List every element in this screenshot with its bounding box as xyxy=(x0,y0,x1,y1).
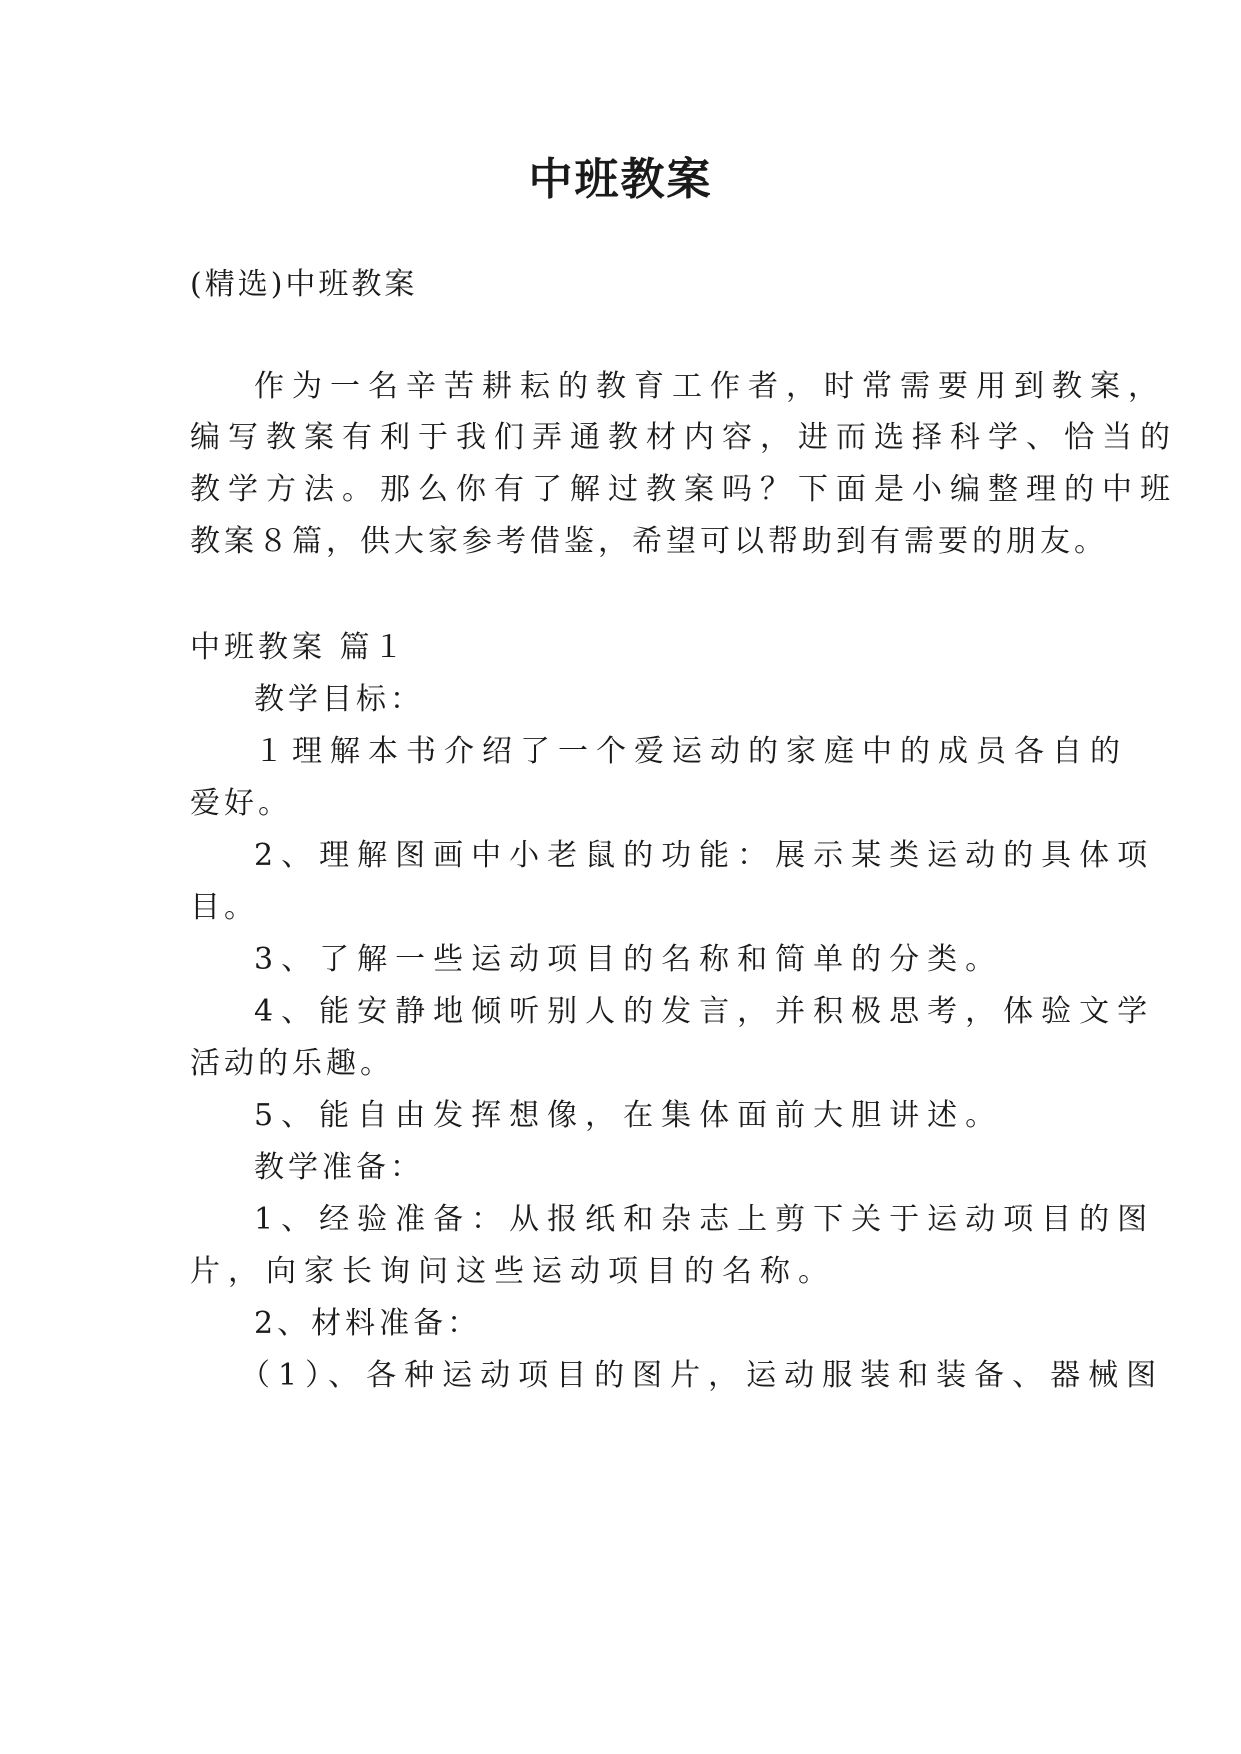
section-heading: 中班教案 篇１ xyxy=(190,630,408,665)
body-line: 2、理解图画中小老鼠的功能：展示某类运动的具体项 xyxy=(254,838,1156,873)
body-line: 目。 xyxy=(190,890,258,925)
body-line: 5、能自由发挥想像，在集体面前大胆讲述。 xyxy=(254,1098,1004,1133)
intro-paragraph-line: 教案８篇，供大家参考借鉴，希望可以帮助到有需要的朋友。 xyxy=(190,524,1108,559)
body-line: （1）、各种运动项目的图片，运动服装和装备、器械图 xyxy=(240,1358,1165,1393)
document-subtitle: (精选)中班教案 xyxy=(190,267,418,302)
body-line: 活动的乐趣。 xyxy=(190,1046,394,1081)
body-line: 2、材料准备： xyxy=(254,1306,482,1341)
body-line: 教学目标： xyxy=(254,682,424,717)
body-line: 片，向家长询问这些运动项目的名称。 xyxy=(190,1254,836,1289)
body-line: 1、经验准备：从报纸和杂志上剪下关于运动项目的图 xyxy=(254,1202,1156,1237)
intro-paragraph-line: 编写教案有利于我们弄通教材内容，进而选择科学、恰当的 xyxy=(190,420,1178,455)
intro-paragraph-line: 作为一名辛苦耕耘的教育工作者，时常需要用到教案， xyxy=(254,369,1166,404)
body-line: 4、能安静地倾听别人的发言，并积极思考，体验文学 xyxy=(254,994,1156,1029)
body-line: 爱好。 xyxy=(190,786,292,821)
body-line: 3、了解一些运动项目的名称和简单的分类。 xyxy=(254,942,1004,977)
body-line: １理解本书介绍了一个爱运动的家庭中的成员各自的 xyxy=(254,734,1128,769)
body-line: 教学准备： xyxy=(254,1150,424,1185)
document-title: 中班教案 xyxy=(528,154,713,205)
intro-paragraph-line: 教学方法。那么你有了解过教案吗？下面是小编整理的中班 xyxy=(190,472,1178,507)
